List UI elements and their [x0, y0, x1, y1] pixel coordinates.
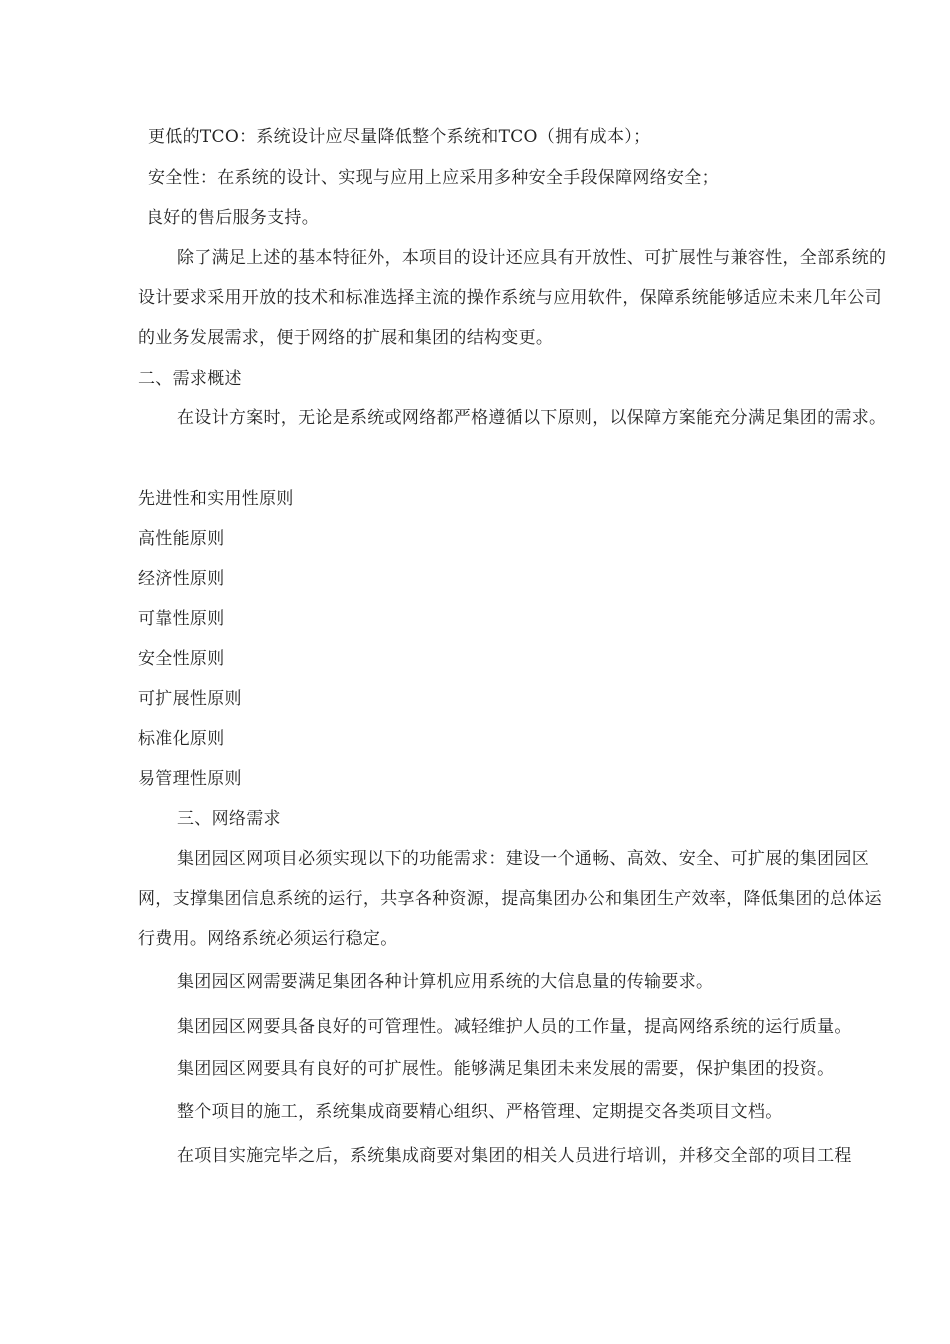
principle-item: 高性能原则 [138, 529, 225, 549]
section-2-heading: 二、需求概述 [138, 369, 242, 389]
principle-item: 安全性原则 [138, 649, 225, 669]
requirement-item: 集团园区网需要满足集团各种计算机应用系统的大信息量的传输要求。 [177, 972, 714, 992]
feature-security: 安全性：在系统的设计、实现与应用上应采用多种安全手段保障网络安全； [148, 168, 719, 188]
principle-item: 先进性和实用性原则 [138, 489, 294, 509]
feature-tco: 更低的TCO：系统设计应尽量降低整个系统和TCO（拥有成本）； [148, 127, 651, 147]
requirement-item: 整个项目的施工，系统集成商要精心组织、严格管理、定期提交各类项目文档。 [177, 1102, 783, 1122]
requirement-item: 集团园区网要具有良好的可扩展性。能够满足集团未来发展的需要，保护集团的投资。 [177, 1059, 835, 1079]
principle-item: 经济性原则 [138, 569, 225, 589]
principle-item: 可靠性原则 [138, 609, 225, 629]
principle-item: 易管理性原则 [138, 769, 242, 789]
section-3-heading: 三、网络需求 [177, 809, 281, 829]
requirement-item: 在项目实施完毕之后，系统集成商要对集团的相关人员进行培训，并移交全部的项目工程 [177, 1146, 852, 1166]
opening-paragraph: 除了满足上述的基本特征外，本项目的设计还应具有开放性、可扩展性与兼容性，全部系统的设计要求采用开放的技术和标准选择主流的操作系统与应用软件，保障系统能够适应未来几年公司的业务发展需求，便于网络的扩展和集团的结构变更。 [138, 248, 887, 348]
feature-service: 良好的售后服务支持。 [146, 208, 319, 228]
requirement-item: 集团园区网要具备良好的可管理性。减轻维护人员的工作量，提高网络系统的运行质量。 [177, 1017, 852, 1037]
principle-item: 标准化原则 [138, 729, 225, 749]
section-3-paragraph: 集团园区网项目必须实现以下的功能需求：建设一个通畅、高效、安全、可扩展的集团园区网，支撑集团信息系统的运行，共享各种资源，提高集团办公和集团生产效率，降低集团的总体运行费用。网络系统必须运行稳定。 [138, 849, 882, 949]
section-2-intro: 在设计方案时，无论是系统或网络都严格遵循以下原则，以保障方案能充分满足集团的需求。 [177, 408, 887, 428]
principle-item: 可扩展性原则 [138, 689, 242, 709]
